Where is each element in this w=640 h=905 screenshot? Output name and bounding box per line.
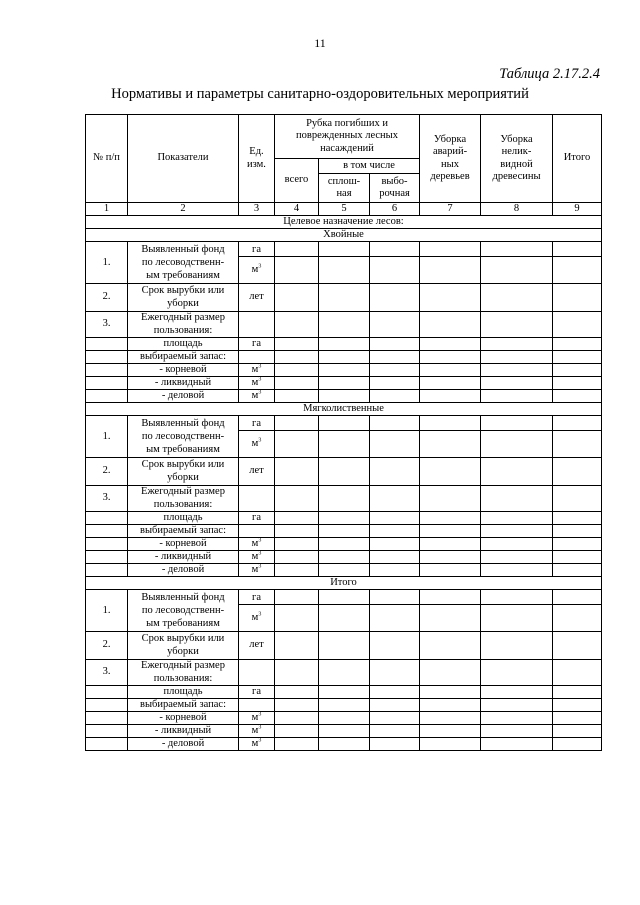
value-cell	[481, 605, 553, 632]
value-cell	[319, 284, 370, 312]
section-row	[86, 577, 602, 590]
purpose-label: Целевое назначение лесов:	[86, 216, 602, 229]
value-cell	[553, 390, 602, 403]
value-cell	[420, 458, 481, 486]
unit-ha: га	[239, 416, 275, 431]
value-cell	[420, 390, 481, 403]
value-cell	[420, 351, 481, 364]
value-cell	[370, 660, 420, 686]
value-cell	[553, 605, 602, 632]
value-cell	[481, 738, 553, 751]
unit-m3: $м^3$	[239, 431, 275, 458]
value-cell	[420, 538, 481, 551]
row-label-liquid: - ликвидный	[128, 551, 239, 564]
table-row	[86, 590, 602, 605]
row-label-root: - корневой	[128, 538, 239, 551]
value-cell	[370, 364, 420, 377]
row-number	[86, 725, 128, 738]
header-windfall: Уборка аварий- ных деревьев	[420, 115, 481, 203]
value-cell	[370, 551, 420, 564]
row-label-root: - корневой	[128, 364, 239, 377]
unit-empty	[239, 486, 275, 512]
value-cell	[481, 590, 553, 605]
value-cell	[481, 686, 553, 699]
value-cell	[370, 416, 420, 431]
unit-years: лет	[239, 284, 275, 312]
value-cell	[420, 564, 481, 577]
unit-years: лет	[239, 458, 275, 486]
section-row	[86, 403, 602, 416]
value-cell	[553, 686, 602, 699]
value-cell	[370, 525, 420, 538]
section-title: Итого	[86, 577, 602, 590]
table-row	[86, 725, 602, 738]
value-cell	[319, 538, 370, 551]
row-number: 2.	[86, 458, 128, 486]
table-row	[86, 632, 602, 660]
page-number: 11	[314, 36, 326, 50]
value-cell	[370, 590, 420, 605]
value-cell	[370, 738, 420, 751]
header-felling: Рубка погибших и поврежденных лесных насаждений	[275, 115, 420, 159]
table-row	[86, 377, 602, 390]
table-caption: Таблица 2.17.2.4	[499, 66, 600, 82]
value-cell	[481, 725, 553, 738]
value-cell	[275, 512, 319, 525]
value-cell	[275, 431, 319, 458]
value-cell	[319, 377, 370, 390]
column-index: 7	[420, 203, 481, 216]
value-cell	[420, 431, 481, 458]
value-cell	[553, 512, 602, 525]
row-label-business: - деловой	[128, 738, 239, 751]
row-label-root: - корневой	[128, 712, 239, 725]
value-cell	[275, 660, 319, 686]
value-cell	[420, 686, 481, 699]
row-label-found: Выявленный фонд по лесоводственн- ым требованиям	[128, 416, 239, 458]
row-number	[86, 377, 128, 390]
value-cell	[420, 416, 481, 431]
unit-m3: $м^3$	[239, 377, 275, 390]
unit-m3: $м^3$	[239, 738, 275, 751]
row-number	[86, 364, 128, 377]
value-cell	[275, 725, 319, 738]
value-cell	[370, 431, 420, 458]
value-cell	[319, 512, 370, 525]
row-number: 2.	[86, 632, 128, 660]
value-cell	[420, 364, 481, 377]
table-row	[86, 242, 602, 257]
value-cell	[319, 605, 370, 632]
value-cell	[420, 605, 481, 632]
table-row	[86, 390, 602, 403]
value-cell	[481, 564, 553, 577]
row-number	[86, 551, 128, 564]
value-cell	[481, 338, 553, 351]
value-cell	[553, 738, 602, 751]
value-cell	[553, 486, 602, 512]
table-row	[86, 699, 602, 712]
value-cell	[553, 538, 602, 551]
value-cell	[481, 660, 553, 686]
value-cell	[481, 312, 553, 338]
value-cell	[275, 590, 319, 605]
value-cell	[420, 699, 481, 712]
table-row	[86, 551, 602, 564]
column-index: 9	[553, 203, 602, 216]
value-cell	[370, 351, 420, 364]
column-index: 6	[370, 203, 420, 216]
value-cell	[481, 486, 553, 512]
table-row	[86, 351, 602, 364]
value-cell	[319, 632, 370, 660]
header-unit: Ед. изм.	[239, 115, 275, 203]
value-cell	[420, 284, 481, 312]
unit-ha: га	[239, 242, 275, 257]
table-row	[86, 525, 602, 538]
value-cell	[481, 431, 553, 458]
value-cell	[481, 351, 553, 364]
table-row	[86, 338, 602, 351]
value-cell	[275, 738, 319, 751]
value-cell	[370, 564, 420, 577]
unit-empty	[239, 525, 275, 538]
table-row	[86, 738, 602, 751]
row-label-term: Срок вырубки или уборки	[128, 284, 239, 312]
value-cell	[275, 242, 319, 257]
unit-m3: $м^3$	[239, 257, 275, 284]
value-cell	[553, 590, 602, 605]
row-label-found: Выявленный фонд по лесоводственн- ым требованиям	[128, 242, 239, 284]
value-cell	[319, 712, 370, 725]
row-label-area: площадь	[128, 686, 239, 699]
value-cell	[275, 377, 319, 390]
unit-m3: $м^3$	[239, 725, 275, 738]
row-number	[86, 390, 128, 403]
value-cell	[420, 725, 481, 738]
row-label-stock: выбираемый запас:	[128, 699, 239, 712]
value-cell	[553, 551, 602, 564]
unit-m3: $м^3$	[239, 712, 275, 725]
value-cell	[319, 738, 370, 751]
value-cell	[319, 390, 370, 403]
value-cell	[275, 686, 319, 699]
column-index: 1	[86, 203, 128, 216]
row-label-stock: выбираемый запас:	[128, 351, 239, 364]
value-cell	[481, 632, 553, 660]
unit-m3: $м^3$	[239, 364, 275, 377]
section-row	[86, 229, 602, 242]
value-cell	[481, 257, 553, 284]
row-number	[86, 699, 128, 712]
header-indicators: Показатели	[128, 115, 239, 203]
value-cell	[275, 458, 319, 486]
header-including: в том числе	[319, 159, 420, 174]
unit-empty	[239, 312, 275, 338]
row-label-term: Срок вырубки или уборки	[128, 632, 239, 660]
value-cell	[420, 738, 481, 751]
value-cell	[275, 712, 319, 725]
table-row	[86, 660, 602, 686]
header-grand-total: Итого	[553, 115, 602, 203]
value-cell	[319, 725, 370, 738]
row-number: 3.	[86, 660, 128, 686]
value-cell	[481, 377, 553, 390]
value-cell	[481, 416, 553, 431]
value-cell	[370, 538, 420, 551]
unit-years: лет	[239, 632, 275, 660]
value-cell	[553, 564, 602, 577]
header-row	[86, 115, 602, 159]
value-cell	[553, 416, 602, 431]
column-index: 4	[275, 203, 319, 216]
value-cell	[481, 712, 553, 725]
unit-empty	[239, 351, 275, 364]
value-cell	[370, 312, 420, 338]
row-label-area: площадь	[128, 512, 239, 525]
value-cell	[275, 632, 319, 660]
row-label-business: - деловой	[128, 390, 239, 403]
value-cell	[319, 590, 370, 605]
row-label-liquid: - ликвидный	[128, 725, 239, 738]
value-cell	[553, 377, 602, 390]
value-cell	[275, 312, 319, 338]
value-cell	[481, 699, 553, 712]
row-label-annual: Ежегодный размер пользования:	[128, 660, 239, 686]
value-cell	[553, 660, 602, 686]
value-cell	[420, 660, 481, 686]
unit-m3: $м^3$	[239, 551, 275, 564]
row-number: 1.	[86, 590, 128, 632]
value-cell	[370, 486, 420, 512]
value-cell	[370, 632, 420, 660]
value-cell	[370, 377, 420, 390]
norms-table	[85, 114, 602, 751]
value-cell	[553, 351, 602, 364]
value-cell	[481, 538, 553, 551]
value-cell	[275, 338, 319, 351]
value-cell	[275, 284, 319, 312]
value-cell	[553, 458, 602, 486]
value-cell	[370, 257, 420, 284]
value-cell	[481, 551, 553, 564]
value-cell	[553, 312, 602, 338]
value-cell	[319, 660, 370, 686]
value-cell	[319, 431, 370, 458]
value-cell	[370, 605, 420, 632]
value-cell	[275, 257, 319, 284]
value-cell	[553, 431, 602, 458]
value-cell	[370, 242, 420, 257]
value-cell	[319, 699, 370, 712]
table-row	[86, 486, 602, 512]
table-row	[86, 686, 602, 699]
value-cell	[553, 284, 602, 312]
value-cell	[553, 242, 602, 257]
value-cell	[370, 712, 420, 725]
unit-empty	[239, 699, 275, 712]
header-clear-felling: сплош- ная	[319, 174, 370, 203]
column-index-row	[86, 203, 602, 216]
table-row	[86, 416, 602, 431]
row-label-stock: выбираемый запас:	[128, 525, 239, 538]
column-index: 5	[319, 203, 370, 216]
unit-ha: га	[239, 338, 275, 351]
row-number	[86, 738, 128, 751]
value-cell	[420, 712, 481, 725]
column-index: 3	[239, 203, 275, 216]
value-cell	[553, 699, 602, 712]
value-cell	[553, 712, 602, 725]
value-cell	[319, 458, 370, 486]
table-row	[86, 712, 602, 725]
row-number	[86, 512, 128, 525]
row-number: 3.	[86, 312, 128, 338]
value-cell	[481, 525, 553, 538]
value-cell	[275, 538, 319, 551]
value-cell	[319, 257, 370, 284]
row-number	[86, 712, 128, 725]
value-cell	[420, 312, 481, 338]
value-cell	[420, 590, 481, 605]
table-title: Нормативы и параметры санитарно-оздоровительных мероприятий	[111, 86, 529, 102]
row-number	[86, 338, 128, 351]
header-illiquid: Уборка нелик- видной древесины	[481, 115, 553, 203]
value-cell	[420, 377, 481, 390]
value-cell	[420, 525, 481, 538]
table-row	[86, 564, 602, 577]
unit-m3: $м^3$	[239, 605, 275, 632]
row-label-business: - деловой	[128, 564, 239, 577]
table-row	[86, 538, 602, 551]
unit-ha: га	[239, 512, 275, 525]
value-cell	[553, 364, 602, 377]
value-cell	[481, 364, 553, 377]
row-label-area: площадь	[128, 338, 239, 351]
row-number	[86, 351, 128, 364]
unit-m3: $м^3$	[239, 390, 275, 403]
value-cell	[420, 486, 481, 512]
value-cell	[275, 486, 319, 512]
value-cell	[275, 390, 319, 403]
row-number: 1.	[86, 416, 128, 458]
row-number	[86, 525, 128, 538]
header-selective-felling: выбо- рочная	[370, 174, 420, 203]
value-cell	[370, 458, 420, 486]
value-cell	[319, 525, 370, 538]
value-cell	[370, 699, 420, 712]
value-cell	[275, 416, 319, 431]
value-cell	[420, 551, 481, 564]
section-title: Мягколиственные	[86, 403, 602, 416]
value-cell	[275, 699, 319, 712]
value-cell	[319, 364, 370, 377]
value-cell	[370, 512, 420, 525]
value-cell	[481, 284, 553, 312]
header-felling-total: всего	[275, 159, 319, 203]
row-number: 3.	[86, 486, 128, 512]
row-label-annual: Ежегодный размер пользования:	[128, 312, 239, 338]
row-number: 1.	[86, 242, 128, 284]
value-cell	[319, 416, 370, 431]
table-row	[86, 284, 602, 312]
row-number	[86, 564, 128, 577]
row-number	[86, 686, 128, 699]
value-cell	[319, 686, 370, 699]
unit-empty	[239, 660, 275, 686]
value-cell	[420, 338, 481, 351]
row-label-found: Выявленный фонд по лесоводственн- ым требованиям	[128, 590, 239, 632]
value-cell	[275, 551, 319, 564]
row-label-liquid: - ликвидный	[128, 377, 239, 390]
value-cell	[319, 242, 370, 257]
value-cell	[553, 525, 602, 538]
value-cell	[553, 725, 602, 738]
unit-ha: га	[239, 686, 275, 699]
value-cell	[553, 632, 602, 660]
value-cell	[319, 564, 370, 577]
value-cell	[275, 605, 319, 632]
table-row	[86, 312, 602, 338]
row-number	[86, 538, 128, 551]
row-number: 2.	[86, 284, 128, 312]
value-cell	[275, 351, 319, 364]
section-title: Хвойные	[86, 229, 602, 242]
value-cell	[319, 351, 370, 364]
value-cell	[319, 486, 370, 512]
value-cell	[553, 338, 602, 351]
value-cell	[481, 242, 553, 257]
value-cell	[553, 257, 602, 284]
value-cell	[420, 242, 481, 257]
unit-ha: га	[239, 590, 275, 605]
value-cell	[275, 564, 319, 577]
table-row	[86, 364, 602, 377]
value-cell	[275, 364, 319, 377]
value-cell	[420, 257, 481, 284]
purpose-row	[86, 216, 602, 229]
value-cell	[275, 525, 319, 538]
value-cell	[420, 632, 481, 660]
unit-m3: $м^3$	[239, 564, 275, 577]
column-index: 8	[481, 203, 553, 216]
header-num: № п/п	[86, 115, 128, 203]
table-row	[86, 458, 602, 486]
value-cell	[370, 390, 420, 403]
row-label-annual: Ежегодный размер пользования:	[128, 486, 239, 512]
column-index: 2	[128, 203, 239, 216]
row-label-term: Срок вырубки или уборки	[128, 458, 239, 486]
value-cell	[420, 512, 481, 525]
unit-m3: $м^3$	[239, 538, 275, 551]
value-cell	[370, 725, 420, 738]
value-cell	[319, 338, 370, 351]
value-cell	[319, 312, 370, 338]
value-cell	[319, 551, 370, 564]
table-row	[86, 512, 602, 525]
value-cell	[481, 390, 553, 403]
value-cell	[370, 338, 420, 351]
value-cell	[370, 686, 420, 699]
value-cell	[481, 512, 553, 525]
value-cell	[481, 458, 553, 486]
value-cell	[370, 284, 420, 312]
